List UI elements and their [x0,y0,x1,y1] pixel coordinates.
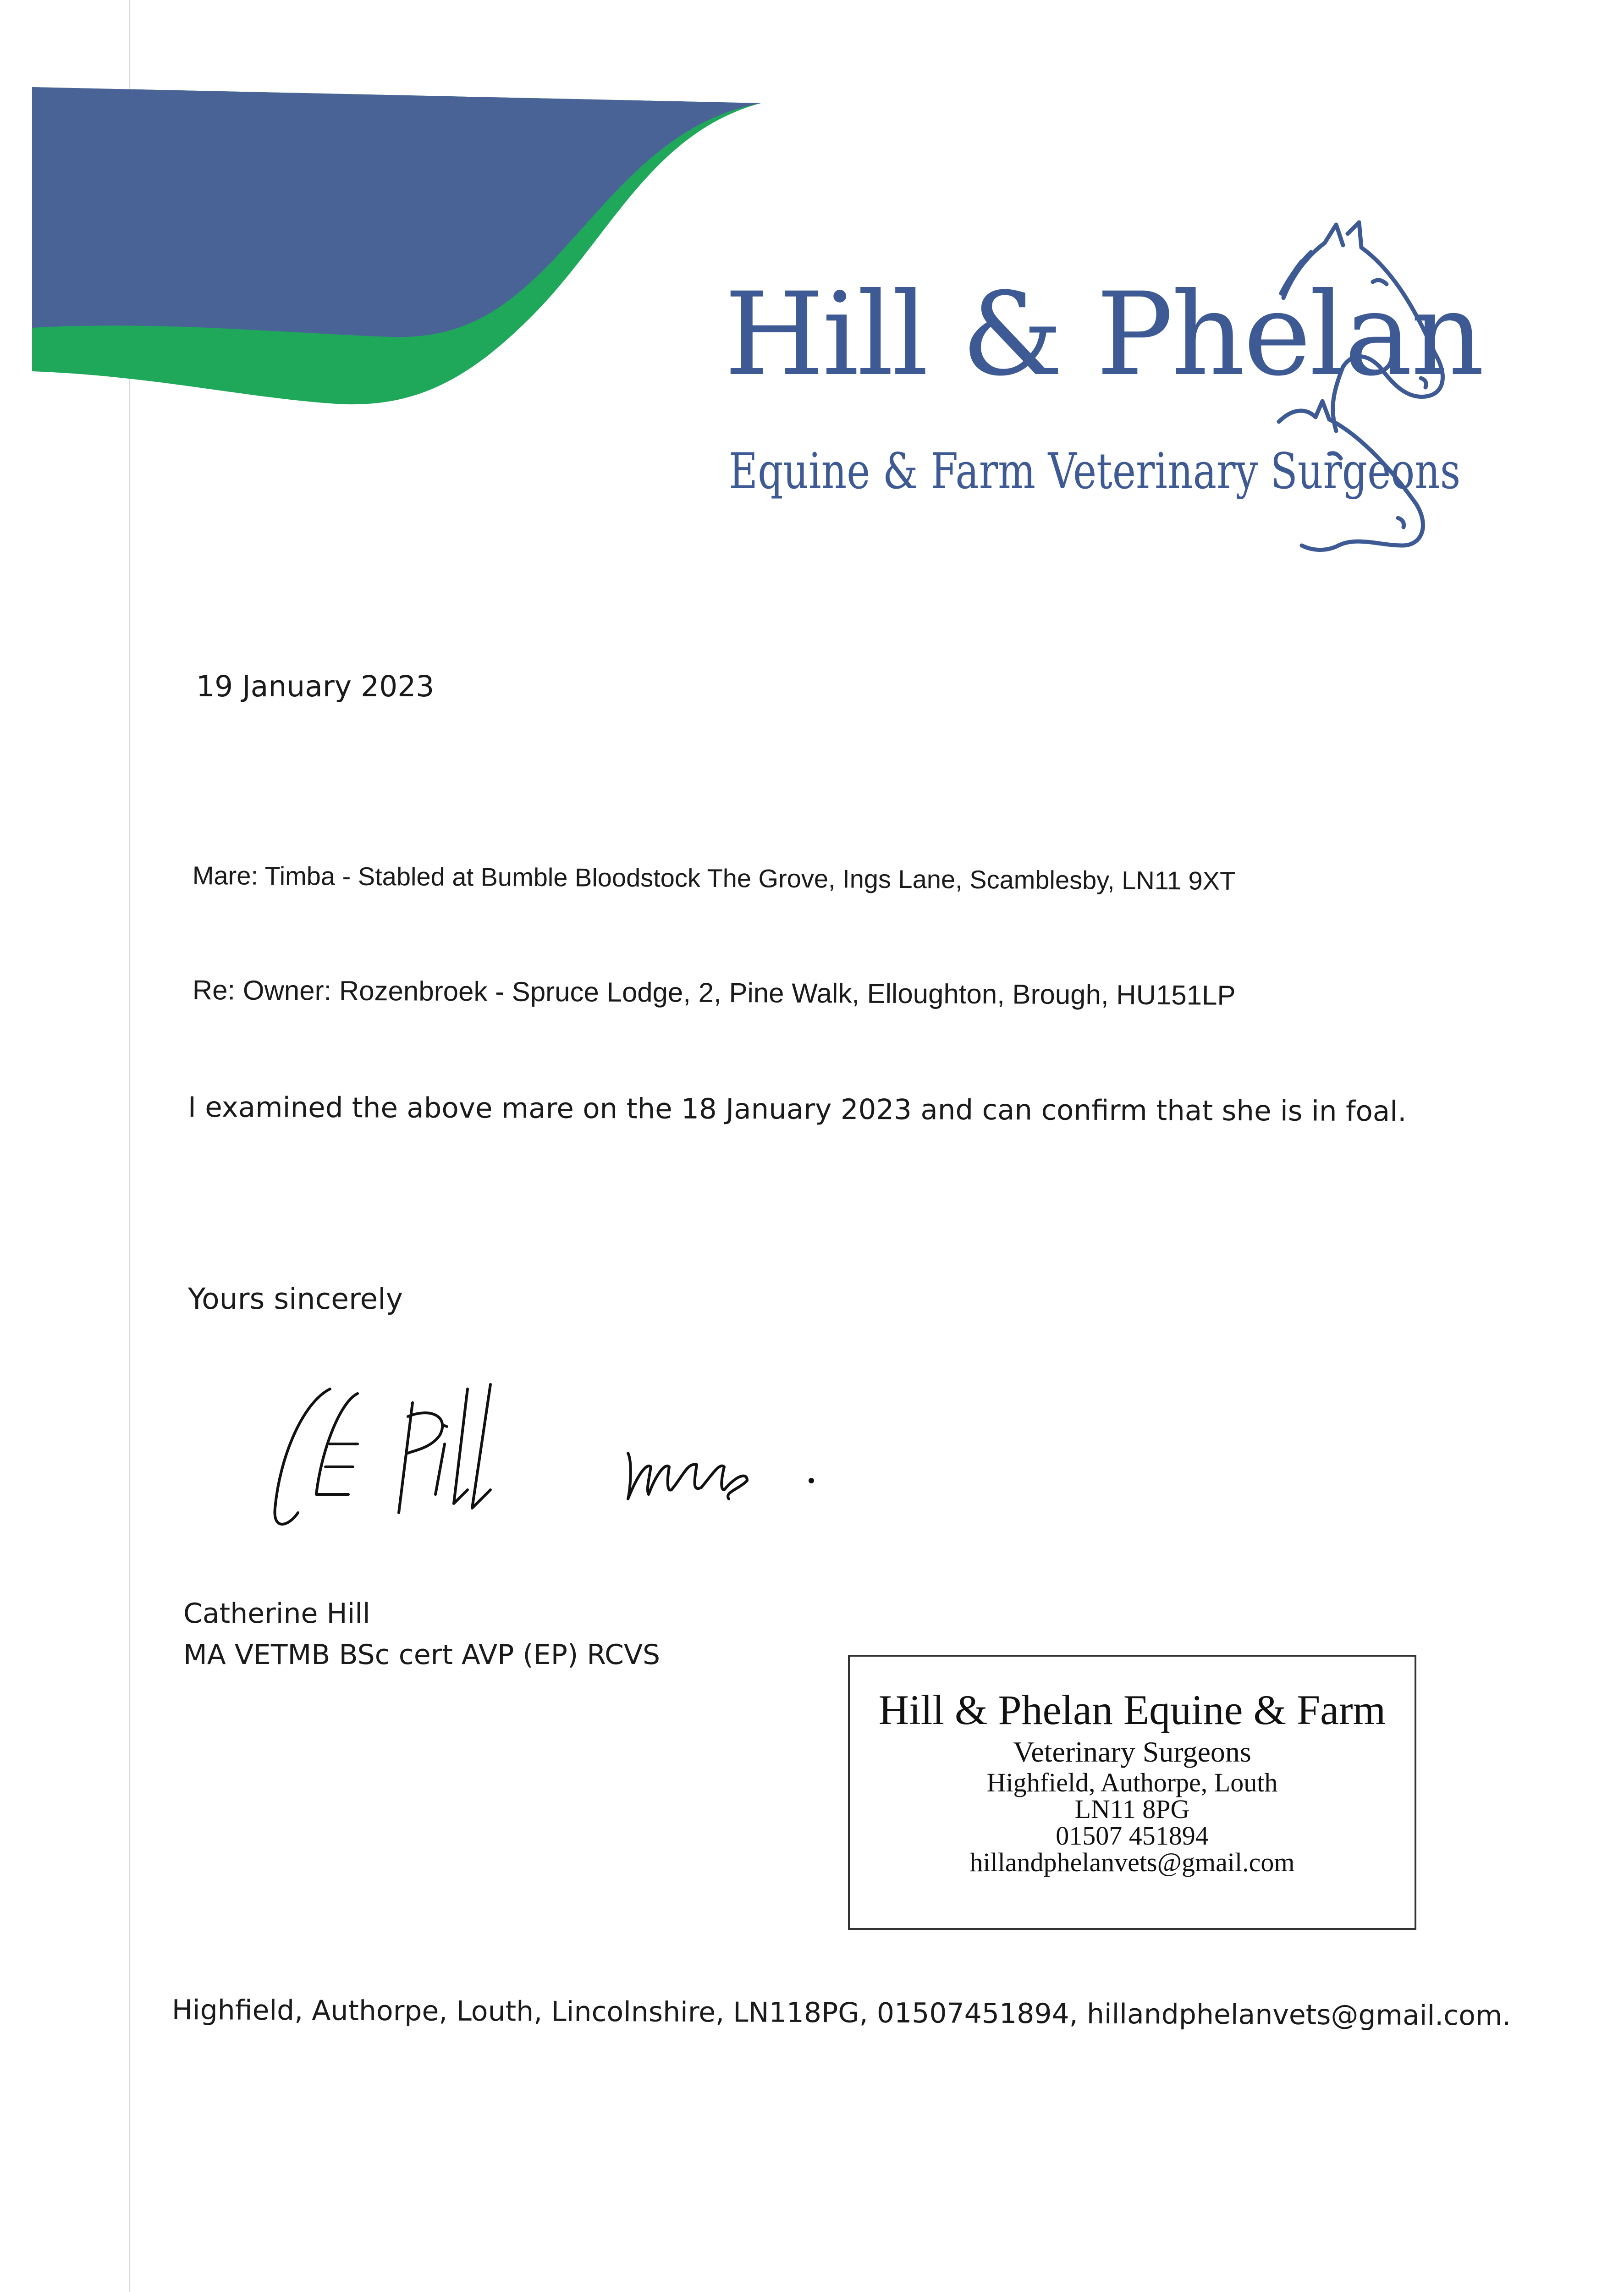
practice-stamp [848,1655,1416,1930]
signatory-name: Catherine Hill [183,1598,370,1630]
stamp-line-2: Highfield, Authorpe, Louth [986,1768,1278,1797]
signature [261,1375,857,1540]
banner-navy-wave [32,87,761,337]
brand-name: Hill & Phelan [724,268,1483,401]
brand-subtitle: Equine & Farm Veterinary Surgeons [729,443,1461,500]
footer-address: Highfield, Authorpe, Louth, Lincolnshire, LN118PG, 01507451894, hillandphelanvets@gmail.com. [171,1994,1511,2032]
stamp-line-5: hillandphelanvets@gmail.com [969,1847,1295,1877]
letterhead-banner [0,0,779,422]
letter-body: I examined the above mare on the 18 January 2023 and can confirm that she is in foal. [187,1091,1407,1128]
stamp-line-3: LN11 8PG [1074,1794,1190,1824]
stamp-line-1: Veterinary Surgeons [1013,1736,1251,1768]
stamp-title: Hill & Phelan Equine & Farm [878,1686,1386,1733]
mare-line: Mare: Timba - Stabled at Bumble Bloodstock The Grove, Ings Lane, Scamblesby, LN11 9XT [192,861,1236,895]
horse-heads-logo [1256,215,1458,573]
owner-line: Re: Owner: Rozenbroek - Spruce Lodge, 2, Pine Walk, Elloughton, Brough, HU151LP [192,975,1236,1011]
stamp-line-4: 01507 451894 [1056,1821,1209,1851]
letter-closing: Yours sincerely [188,1282,403,1316]
signatory-qualifications: MA VETMB BSc cert AVP (EP) RCVS [183,1639,661,1671]
letter-date: 19 January 2023 [196,670,435,703]
